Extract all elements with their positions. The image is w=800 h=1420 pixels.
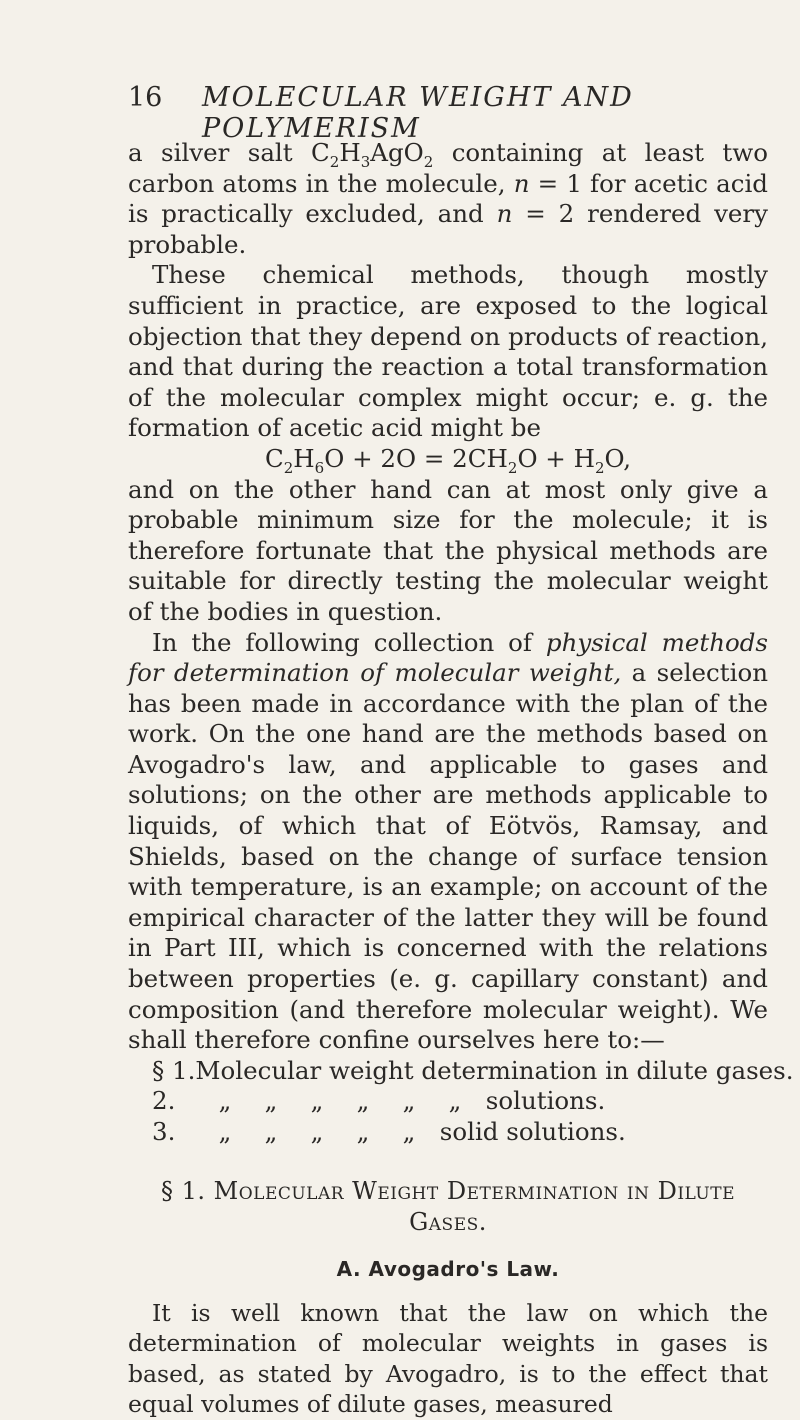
equation-subscript: 2 <box>507 458 518 477</box>
page-number: 16 <box>128 82 163 113</box>
list-item <box>128 1055 794 1087</box>
list-text <box>202 1086 768 1117</box>
list-item <box>128 1117 768 1148</box>
paragraph-2: These chemical methods, though mostly sufficient in practice, are exposed to the logical objection that they depend on products of reaction, and that during the reaction a total transformation of the molecular complex might occur; e. g. the formation of acetic acid might be <box>128 260 768 443</box>
list-number: 3. <box>152 1117 176 1146</box>
list-text <box>202 1117 768 1148</box>
section-heading-line: Gases. <box>409 1207 487 1236</box>
ditto-mark: „ <box>218 1086 232 1116</box>
ditto-mark: „ <box>310 1117 324 1146</box>
ditto-mark: „ <box>264 1086 278 1116</box>
text-run: for acetic acid is practically excluded, and <box>128 168 768 229</box>
text-run: a selection has been made in accordance with the plan of the work. On the one hand are the methods based on Avogadro's law, and applicable to gases and solutions; on the other are methods applicable to liquids, of which that of Eötvös, Ramsay, and Shields, based on the change of surface tension with temperature, is an example; on account of the empirical character of the latter they will be found in Part III, which is concerned with the relations between properties (e. g. capillary constant) and composition (and therefore molecular weight). We shall therefore confine ourselves here to:— <box>128 658 768 1055</box>
ditto-mark: „ <box>218 1117 232 1146</box>
formula-subscript: 2 <box>329 152 340 171</box>
equation-subscript: 2 <box>283 458 294 477</box>
ditto-mark: „ <box>448 1086 462 1116</box>
equation-part: O, <box>604 443 631 473</box>
paragraph-3: and on the other hand can at most only give a probable minimum size for the molecule; it is therefore fortunate that the physical methods are suitable for directly testing the molecular weight of the bodies in question. <box>128 474 768 626</box>
equation-part: O + H <box>517 443 595 473</box>
equation-part: C <box>265 443 284 473</box>
text-run: rendered very probable. <box>128 199 768 259</box>
section-heading <box>128 1176 768 1238</box>
paragraph-5: It is well known that the law on which the determination of molecular weights in gases is based, as stated by Avogadro, is to the effect that equal volumes of dilute gases, measured <box>128 1298 768 1419</box>
formula-subscript: 3 <box>360 152 371 171</box>
formula <box>311 138 434 171</box>
equation-subscript: 2 <box>595 458 605 477</box>
ditto-mark: „ <box>402 1086 416 1116</box>
formula-subscript: 2 <box>423 152 434 171</box>
equation-subscript: 6 <box>314 458 325 477</box>
list-tail: solutions. <box>478 1086 606 1116</box>
paragraph-1 <box>128 138 768 260</box>
subsection-heading: A. Avogadro's Law. <box>336 1256 560 1281</box>
paragraph-4 <box>128 628 768 1056</box>
list-number: § 1. <box>152 1055 196 1085</box>
variable-n: n <box>513 168 530 198</box>
formula-part: AgO <box>370 138 424 167</box>
running-head: MOLECULAR WEIGHT AND POLYMERISM <box>202 82 634 144</box>
text-run: = 2 <box>512 199 575 229</box>
text-run: containing at least two carbon atoms in the molecule, <box>128 138 768 198</box>
equation-part: O + 2O = 2CH <box>324 443 508 473</box>
body-text <box>128 138 794 1420</box>
ditto-mark: „ <box>356 1086 370 1116</box>
list-number: 2. <box>152 1086 176 1116</box>
section-heading-line: § 1. Molecular Weight Determination in Dilute <box>160 1176 735 1205</box>
text-run: a silver salt <box>128 138 312 167</box>
italic-phrase: physical methods for determination of molecular weight, <box>128 627 769 688</box>
ditto-mark: „ <box>402 1117 416 1146</box>
equation <box>128 444 768 475</box>
ditto-mark: „ <box>310 1086 324 1116</box>
formula-part: H <box>339 138 361 167</box>
list-tail: solid solutions. <box>432 1117 626 1146</box>
ditto-mark: „ <box>356 1117 370 1146</box>
equation-part: H <box>293 443 315 473</box>
method-list <box>128 1055 794 1148</box>
variable-n: n <box>496 199 513 229</box>
list-item <box>128 1086 768 1117</box>
formula-part: C <box>311 138 330 167</box>
page-header <box>128 82 768 144</box>
ditto-mark: „ <box>264 1117 278 1146</box>
text-run: In the following collection of <box>152 627 546 657</box>
list-text: Molecular weight determination in dilute gases. <box>195 1055 794 1085</box>
text-run: = 1 <box>529 168 582 198</box>
